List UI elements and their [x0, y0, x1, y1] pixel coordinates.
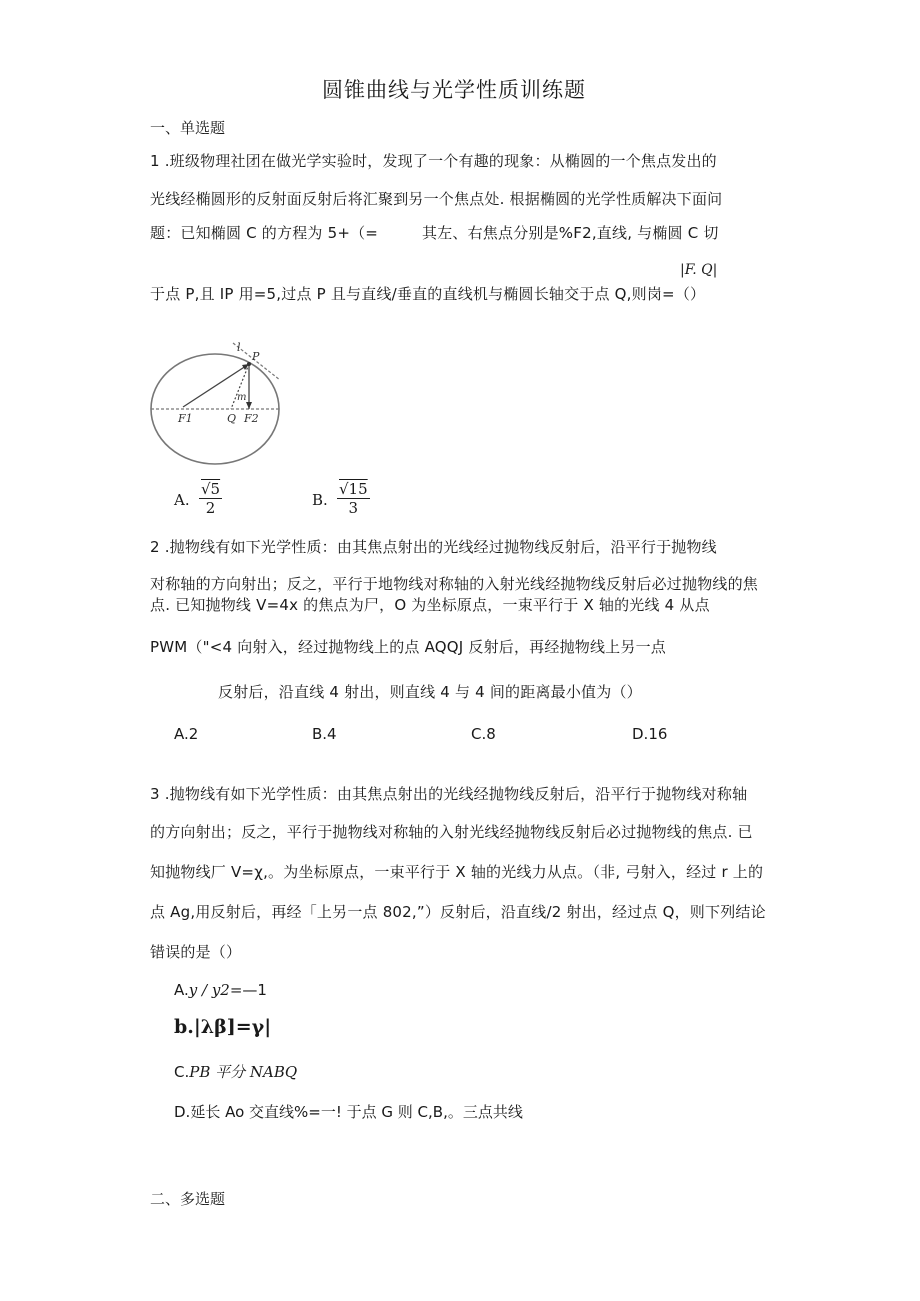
- q1-option-a-numerator: √5: [201, 480, 221, 498]
- point-p: [247, 362, 251, 366]
- q1-option-b-numerator: √15: [339, 480, 368, 498]
- q3-option-b[interactable]: b.|λβ]=γ|: [174, 1016, 272, 1038]
- q3-line-1: 3 .抛物线有如下光学性质：由其焦点射出的光线经抛物线反射后，沿平行于抛物线对称轴: [150, 785, 748, 803]
- section-heading-multi-choice: 二、多选题: [150, 1190, 226, 1208]
- q1-option-a-label[interactable]: A.: [174, 491, 190, 509]
- label-m: m: [237, 392, 247, 403]
- label-q: Q: [227, 412, 237, 425]
- q2-option-b[interactable]: B.4: [312, 725, 337, 743]
- q1-line-4: 于点 P,且 IP 用=5,过点 P 且与直线/垂直的直线机与椭圆长轴交于点 Q,则岗=（）: [150, 285, 706, 303]
- q3-line-2: 的方向射出；反之，平行于抛物线对称轴的入射光线经抛物线反射后必过抛物线的焦点. 已: [150, 823, 753, 841]
- label-f1: F1: [178, 412, 193, 425]
- q3-option-a-tail: —1: [242, 981, 267, 999]
- q1-option-b-fraction[interactable]: [337, 480, 370, 517]
- q1-option-a-denominator: 2: [205, 499, 216, 517]
- label-l: l: [237, 341, 241, 354]
- q2-line-5: 反射后，沿直线 4 射出，则直线 4 与 4 间的距离最小值为（）: [218, 683, 642, 701]
- q2-line-3: 点. 已知抛物线 V=4x 的焦点为尸，O 为坐标原点，一束平行于 X 轴的光线 4 从点: [150, 596, 710, 614]
- q1-line-1: 1 .班级物理社团在做光学实验时，发现了一个有趣的现象：从椭圆的一个焦点发出的: [150, 152, 717, 170]
- q3-line-5: 错误的是（）: [150, 943, 242, 961]
- q3-option-a[interactable]: [174, 981, 267, 999]
- q3-option-c[interactable]: [174, 1061, 297, 1082]
- q2-line-4: PWM（"<4 向射入，经过抛物线上的点 AQQJ 反射后，再经抛物线上另一点: [150, 638, 666, 656]
- arrow-head-2: [246, 402, 252, 409]
- q3-option-a-math: y / y2=: [188, 981, 243, 999]
- q1-option-b-label[interactable]: B.: [312, 491, 328, 509]
- q2-option-c[interactable]: C.8: [471, 725, 496, 743]
- label-p: P: [252, 350, 260, 363]
- q2-option-d[interactable]: D.16: [632, 725, 668, 743]
- q3-option-a-label: A.: [174, 981, 189, 999]
- q3-line-4: 点 Ag,用反射后，再经「上另一点 802,”）反射后，沿直线/2 射出，经过点 Q，则下列结论: [150, 903, 766, 921]
- label-f2: F2: [244, 412, 259, 425]
- q1-line-3b: 其左、右焦点分别是%F2,直线, 与椭圆 C 切: [422, 224, 719, 242]
- q1-option-a-fraction[interactable]: [199, 480, 222, 517]
- q3-option-c-math: PB 平分 NABQ: [189, 1063, 298, 1081]
- q3-line-3: 知抛物线厂 V=χ,。为坐标原点，一束平行于 X 轴的光线力从点。（非, 弓射入，经过 r 上的: [150, 863, 764, 881]
- page-title: 圆锥曲线与光学性质训练题: [322, 78, 586, 102]
- q2-option-a[interactable]: A.2: [174, 725, 199, 743]
- q2-line-2: 对称轴的方向射出；反之，平行于地物线对称轴的入射光线经抛物线反射后必过抛物线的焦: [150, 575, 759, 593]
- q3-option-d[interactable]: D.延长 Ao 交直线%=一! 于点 G 则 C,B,。三点共线: [174, 1103, 523, 1121]
- section-heading-single-choice: 一、单选题: [150, 119, 226, 137]
- q1-option-b-denominator: 3: [348, 499, 359, 517]
- ellipse-figure: [145, 335, 290, 470]
- q1-line-3a: 题：已知椭圆 C 的方程为 5+（=: [150, 224, 379, 242]
- ellipse-curve: [151, 354, 279, 464]
- q3-option-c-label: C.: [174, 1063, 190, 1081]
- q1-fraction-numerator: |F. Q|: [680, 262, 718, 278]
- q2-line-1: 2 .抛物线有如下光学性质：由其焦点射出的光线经过抛物线反射后，沿平行于抛物线: [150, 538, 717, 556]
- q1-line-2: 光线经椭圆形的反射面反射后将汇聚到另一个焦点处. 根据椭圆的光学性质解决下面问: [150, 190, 723, 208]
